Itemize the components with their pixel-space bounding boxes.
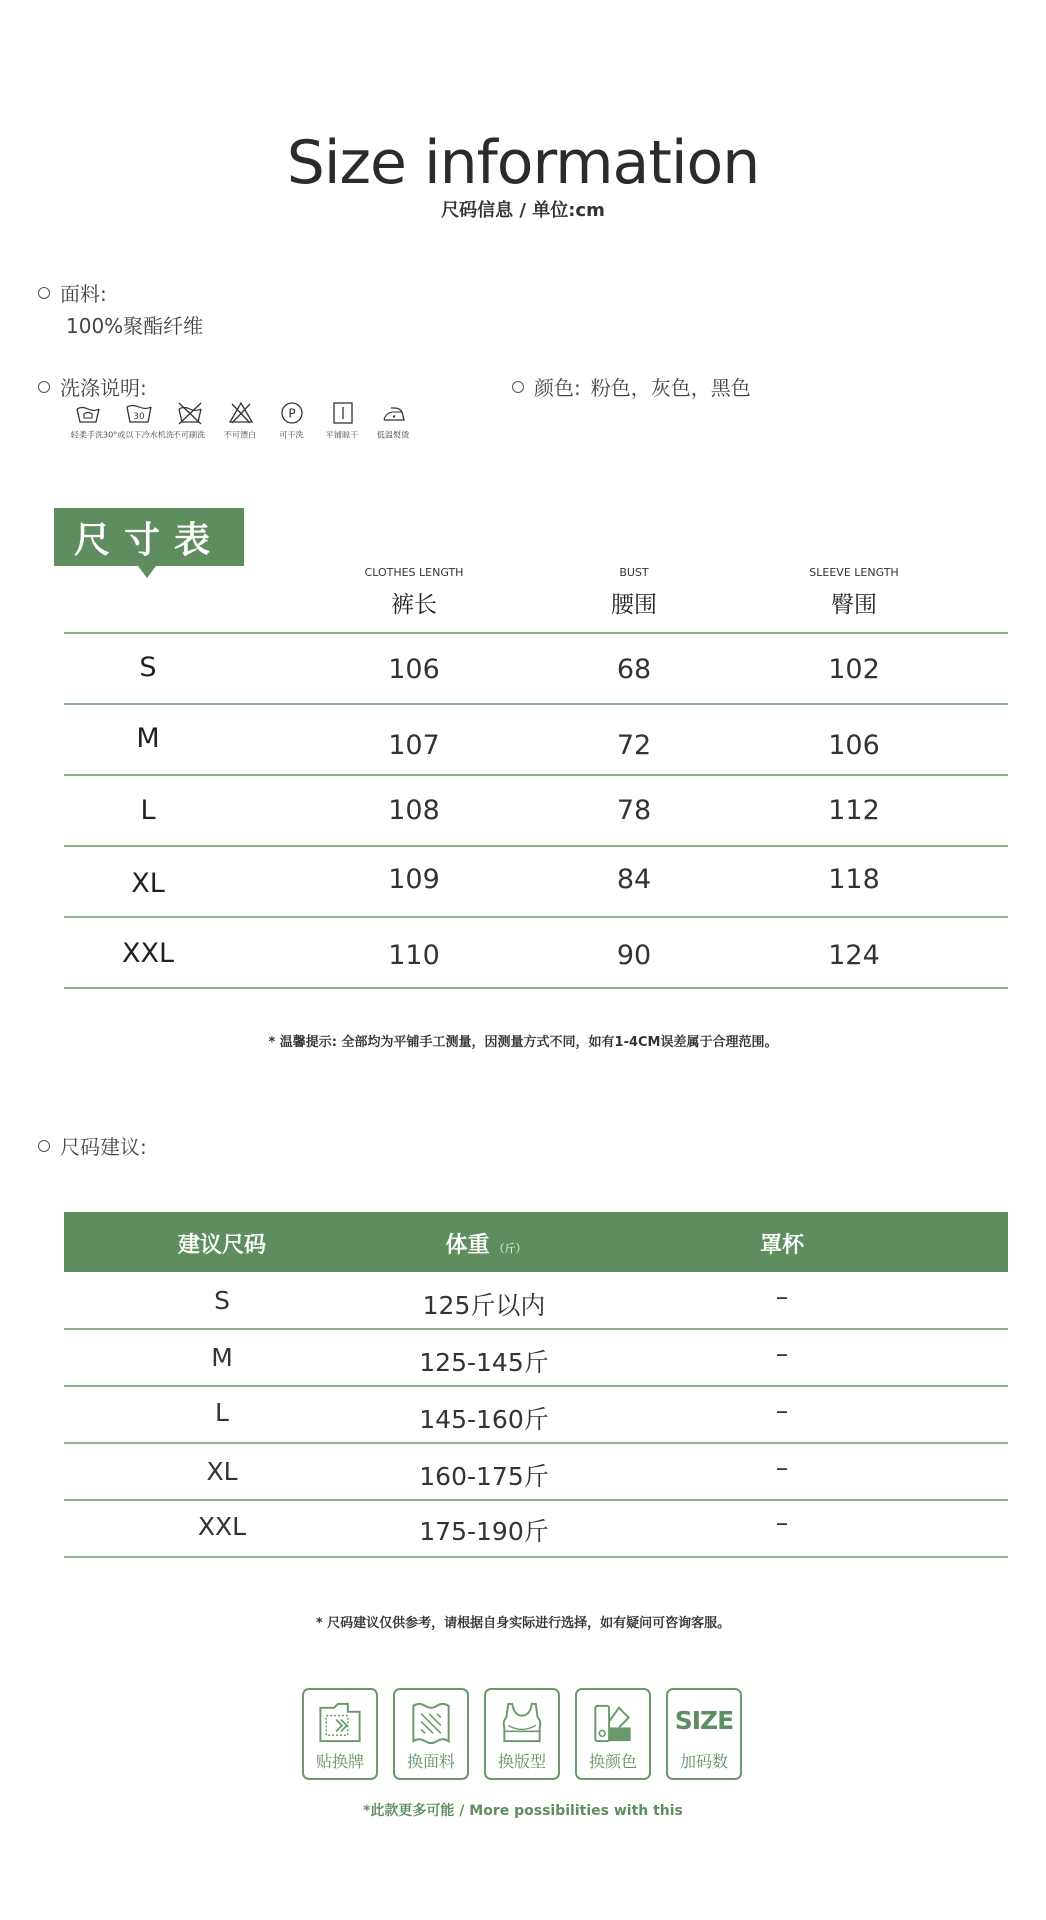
table-cell: 106 xyxy=(388,654,440,685)
size-label: M xyxy=(136,723,160,754)
customize-options xyxy=(302,1688,742,1780)
rec-cup: – xyxy=(775,1282,789,1311)
table-cell: 118 xyxy=(828,864,880,895)
fabric-value: 100%聚酯纤维 xyxy=(66,314,204,338)
col-header-en: BUST xyxy=(619,566,649,579)
rec-cup: – xyxy=(775,1508,789,1537)
customize-label: 换版型 xyxy=(497,1752,546,1771)
care-item xyxy=(266,400,317,441)
table-cell: 72 xyxy=(616,730,652,761)
label-tag-icon xyxy=(314,1698,366,1749)
rec-size: L xyxy=(215,1398,229,1427)
care-text: 不可刷洗 xyxy=(173,431,206,441)
color-swatch-icon xyxy=(587,1698,639,1749)
customize-item-color xyxy=(575,1688,651,1780)
bullet-circle-icon xyxy=(38,287,50,299)
rec-size: XXL xyxy=(197,1512,247,1541)
table-cell: 124 xyxy=(828,940,880,971)
col-header-cn: 臀围 xyxy=(831,592,877,618)
recommendation-note: * 尺码建议仅供参考，请根据自身实际进行选择，如有疑问可咨询客服。 xyxy=(315,1616,731,1631)
colors-value: 粉色，灰色，黑色 xyxy=(590,376,751,400)
fabric-label-row xyxy=(38,278,107,307)
care-item xyxy=(102,400,175,441)
care-item xyxy=(368,400,419,441)
col-header-en: SLEEVE LENGTH xyxy=(809,566,899,579)
rec-cup: – xyxy=(775,1339,789,1368)
rec-header: 罩杯 xyxy=(759,1233,804,1258)
table-cell: 107 xyxy=(388,730,440,761)
fabric-icon xyxy=(405,1698,457,1749)
washing-label: 洗涤说明: xyxy=(60,376,147,400)
rec-size: XL xyxy=(206,1457,238,1486)
care-text: 平铺晾干 xyxy=(326,431,359,441)
table-divider xyxy=(64,703,1008,705)
no-bleach-icon xyxy=(227,400,255,426)
table-cell: 106 xyxy=(828,730,880,761)
colors-label: 颜色: xyxy=(534,376,581,400)
rec-header-text: 体重 xyxy=(445,1233,490,1258)
rec-size: S xyxy=(214,1286,230,1315)
table-cell: 84 xyxy=(616,864,652,895)
care-text: 低温熨烫 xyxy=(377,431,410,441)
customize-label: 贴换牌 xyxy=(315,1752,364,1771)
rec-weight: 145-160斤 xyxy=(419,1405,549,1434)
care-text: 30°或以下冷水机洗 xyxy=(102,431,175,441)
col-header-cn: 裤长 xyxy=(391,592,437,618)
hand-wash-icon xyxy=(74,400,102,426)
washing-label-row xyxy=(38,372,147,401)
customize-label: 换颜色 xyxy=(588,1752,637,1771)
rec-header-unit: （斤） xyxy=(493,1242,527,1255)
size-text-icon: SIZE xyxy=(674,1706,734,1735)
table-cell: 102 xyxy=(828,654,880,685)
table-divider xyxy=(64,916,1008,918)
table-cell: 109 xyxy=(388,864,440,895)
care-num: 30 xyxy=(132,412,145,422)
rec-weight: 125斤以内 xyxy=(422,1291,546,1320)
dry-clean-p-icon xyxy=(278,400,306,426)
size-label: S xyxy=(139,652,157,683)
customize-item-fabric xyxy=(393,1688,469,1780)
recommendation-label: 尺码建议: xyxy=(60,1135,147,1159)
rec-divider xyxy=(64,1556,1008,1558)
customize-label: 换面料 xyxy=(406,1752,455,1771)
page-title: Size information xyxy=(286,128,760,198)
rec-divider xyxy=(64,1385,1008,1387)
bullet-circle-icon xyxy=(38,381,50,393)
bullet-circle-icon xyxy=(38,1140,50,1152)
size-table-badge: 尺寸表 xyxy=(54,508,244,566)
fabric-label: 面料: xyxy=(60,282,107,306)
recommendation-label-row xyxy=(38,1131,147,1160)
badge-pointer xyxy=(138,566,156,578)
care-num: P xyxy=(287,406,296,421)
rec-size: M xyxy=(211,1343,233,1372)
table-cell: 90 xyxy=(616,940,652,971)
bullet-circle-icon xyxy=(512,381,524,393)
table-cell: 112 xyxy=(828,795,880,826)
table-divider xyxy=(64,845,1008,847)
garment-pattern-icon xyxy=(496,1698,548,1749)
table-divider xyxy=(64,632,1008,634)
rec-weight: 175-190斤 xyxy=(419,1517,549,1546)
care-item xyxy=(317,400,368,441)
customize-item-size xyxy=(666,1688,742,1780)
colors-row xyxy=(512,372,751,401)
col-header-en: CLOTHES LENGTH xyxy=(364,566,464,579)
size-label: XXL xyxy=(121,938,175,969)
size-label: L xyxy=(140,795,156,826)
rec-cup: – xyxy=(775,1453,789,1482)
rec-weight: 160-175斤 xyxy=(419,1462,549,1491)
care-text: 轻柔手洗 xyxy=(71,431,104,441)
table-divider xyxy=(64,987,1008,989)
table-cell: 110 xyxy=(388,940,440,971)
care-item xyxy=(215,400,266,441)
rec-divider xyxy=(64,1442,1008,1444)
table-cell: 68 xyxy=(616,654,652,685)
low-iron-icon xyxy=(380,400,408,426)
no-brush-icon xyxy=(176,400,204,426)
table-cell: 78 xyxy=(616,795,652,826)
footer-note: *此款更多可能 / More possibilities with this xyxy=(363,1803,683,1819)
size-label: XL xyxy=(131,868,165,899)
rec-header: 建议尺码 xyxy=(177,1233,266,1258)
table-cell: 108 xyxy=(388,795,440,826)
rec-header-weight xyxy=(386,1228,586,1259)
care-text: 可干洗 xyxy=(279,431,304,441)
page-subtitle: 尺码信息 / 单位:cm xyxy=(441,200,605,221)
table-divider xyxy=(64,774,1008,776)
wash-30-icon xyxy=(125,400,153,426)
customize-item-pattern xyxy=(484,1688,560,1780)
flat-dry-icon xyxy=(329,400,357,426)
care-symbols xyxy=(62,400,419,441)
rec-cup: – xyxy=(775,1396,789,1425)
rec-divider xyxy=(64,1328,1008,1330)
col-header-cn: 腰围 xyxy=(611,592,657,618)
care-text: 不可漂白 xyxy=(224,431,257,441)
measurement-note: * 温馨提示: 全部均为平铺手工测量，因测量方式不同，如有1-4CM误差属于合理范围。 xyxy=(268,1035,778,1050)
rec-divider xyxy=(64,1499,1008,1501)
customize-label: 加码数 xyxy=(679,1752,728,1771)
rec-weight: 125-145斤 xyxy=(419,1348,549,1377)
customize-item-label xyxy=(302,1688,378,1780)
